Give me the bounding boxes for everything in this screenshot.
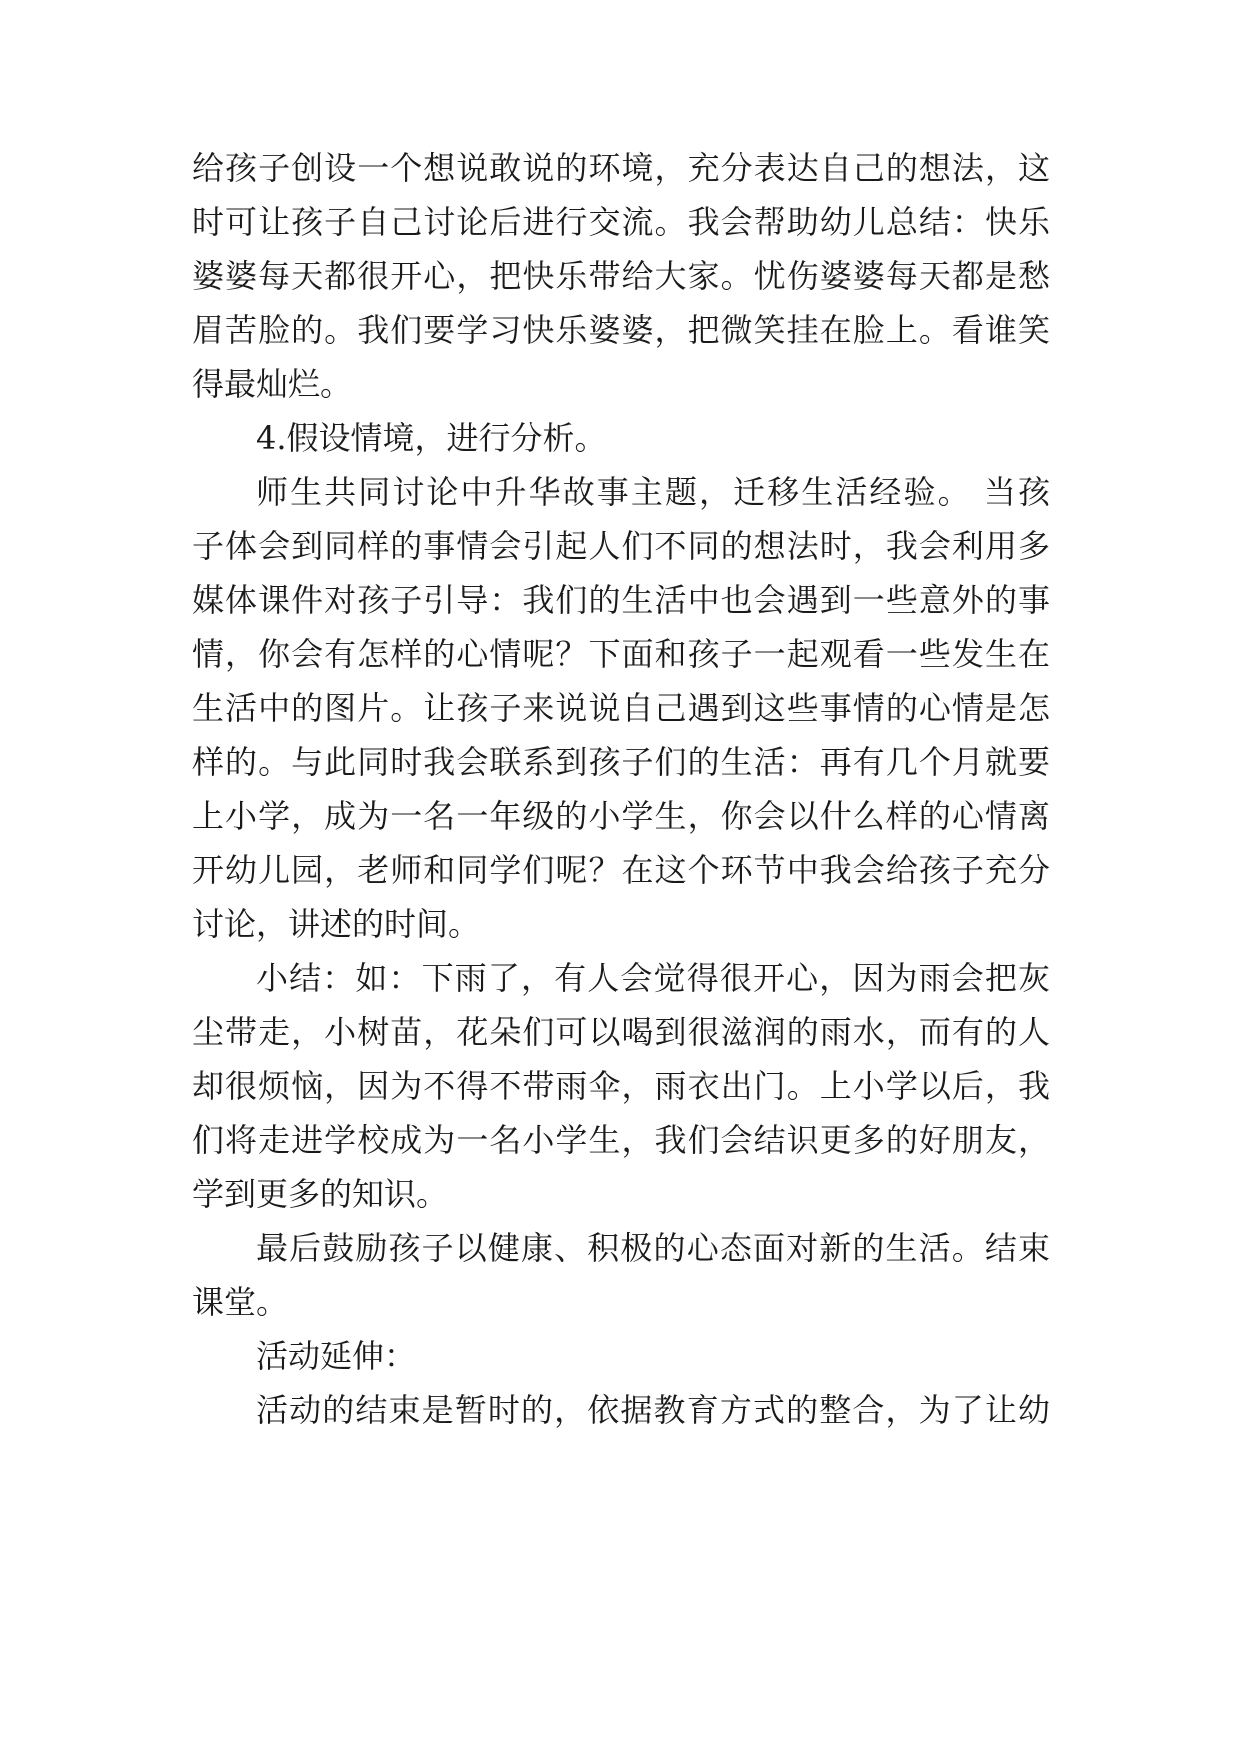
section-heading: 活动延伸： [256, 1337, 417, 1375]
text-line: 师生共同讨论中升华故事主题，迁移生活经验。 当孩 [256, 473, 1050, 511]
section-heading: 4.假设情境，进行分析。 [256, 419, 607, 457]
text-line: 小结：如：下雨了，有人会觉得很开心，因为雨会把灰 [256, 959, 1050, 997]
text-line: 开幼儿园，老师和同学们呢？在这个环节中我会给孩子充分 [192, 851, 1050, 889]
text-line: 子体会到同样的事情会引起人们不同的想法时，我会利用多 [192, 527, 1050, 565]
text-line: 媒体课件对孩子引导：我们的生活中也会遇到一些意外的事 [192, 581, 1050, 619]
text-line: 上小学，成为一名一年级的小学生，你会以什么样的心情离 [192, 797, 1050, 835]
text-line: 给孩子创设一个想说敢说的环境，充分表达自己的想法，这 [192, 149, 1050, 187]
text-line: 生活中的图片。让孩子来说说自己遇到这些事情的心情是怎 [192, 689, 1050, 727]
text-line: 时可让孩子自己讨论后进行交流。我会帮助幼儿总结：快乐 [192, 203, 1050, 241]
text-line: 最后鼓励孩子以健康、积极的心态面对新的生活。结束 [256, 1229, 1050, 1267]
text-line: 婆婆每天都很开心，把快乐带给大家。忧伤婆婆每天都是愁 [192, 257, 1050, 295]
text-line: 活动的结束是暂时的，依据教育方式的整合，为了让幼 [256, 1391, 1050, 1429]
text-line: 们将走进学校成为一名小学生，我们会结识更多的好朋友， [192, 1121, 1050, 1159]
text-line: 课堂。 [192, 1283, 289, 1321]
text-line: 却很烦恼，因为不得不带雨伞，雨衣出门。上小学以后，我 [192, 1067, 1050, 1105]
text-line: 尘带走，小树苗，花朵们可以喝到很滋润的雨水，而有的人 [192, 1013, 1050, 1051]
text-line: 讨论，讲述的时间。 [192, 905, 481, 943]
text-line: 情，你会有怎样的心情呢？下面和孩子一起观看一些发生在 [192, 635, 1050, 673]
text-line: 眉苦脸的。我们要学习快乐婆婆，把微笑挂在脸上。看谁笑 [192, 311, 1050, 349]
text-line: 得最灿烂。 [192, 365, 353, 403]
text-line: 样的。与此同时我会联系到孩子们的生活：再有几个月就要 [192, 743, 1050, 781]
text-line: 学到更多的知识。 [192, 1175, 449, 1213]
